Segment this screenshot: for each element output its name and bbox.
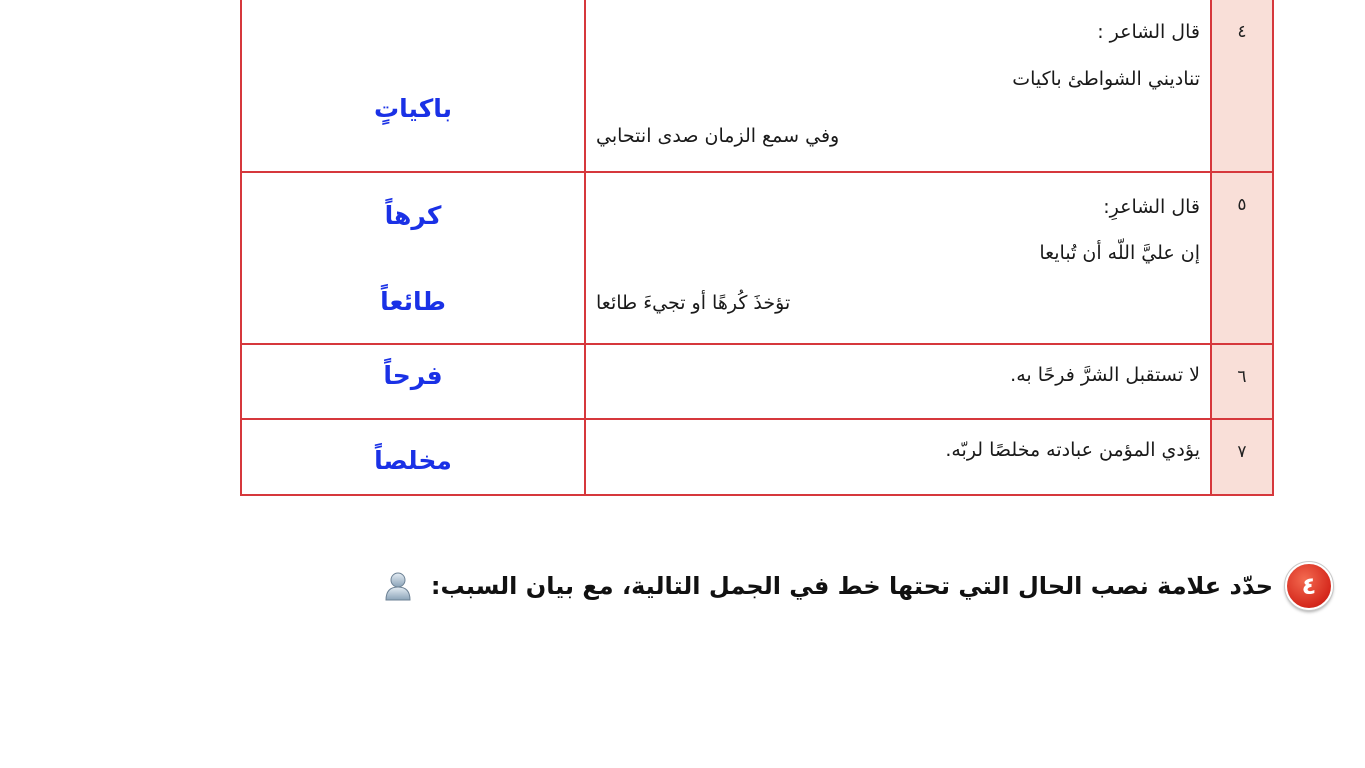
answer-cell [241, 344, 585, 419]
row-number: ٥ [1211, 172, 1273, 344]
sentence-line: وفي سمع الزمان صدى انتحابي [596, 125, 840, 147]
sentence-cell [585, 0, 1211, 172]
exercise-instruction: حدّد علامة نصب الحال التي تحتها خط في الجمل التالية، مع بيان السبب: [430, 572, 1273, 600]
table-row [241, 0, 1273, 172]
answer-cell [241, 419, 585, 495]
answer-table [240, 0, 1274, 496]
person-icon[interactable] [383, 570, 413, 602]
answer-word: كرهاً [384, 201, 442, 230]
table-row [241, 172, 1273, 344]
sentence-line: تناديني الشواطئ باكيات [1012, 68, 1200, 90]
sentence-cell [585, 344, 1211, 419]
exercise-number-badge: ٤ [1285, 562, 1333, 610]
sentence-line: يؤدي المؤمن عبادته مخلصًا لربّه. [945, 439, 1200, 461]
table-row [241, 344, 1273, 419]
sentence-line: إن عليَّ اللّه أن تُبايعا [1039, 242, 1200, 264]
sentence-line: لا تستقبل الشرَّ فرحًا به. [1010, 364, 1200, 386]
sentence-cell [585, 419, 1211, 495]
table-row [241, 419, 1273, 495]
answer-cell [241, 172, 585, 344]
sentence-cell [585, 172, 1211, 344]
answer-cell [241, 0, 585, 172]
sentence-line: تؤخذَ كُرهًا أو تجيءَ طائعا [596, 292, 791, 314]
answer-word: طائعاً [380, 287, 446, 316]
sentence-line: قال الشاعرِ: [1103, 196, 1200, 218]
answer-word: باكياتٍ [373, 94, 453, 123]
answer-word: فرحاً [383, 361, 443, 390]
row-number: ٧ [1211, 419, 1273, 495]
row-number: ٦ [1211, 344, 1273, 419]
exercise-heading [383, 562, 1333, 610]
row-number: ٤ [1211, 0, 1273, 172]
answer-word: مخلصاً [374, 446, 452, 475]
sentence-line: قال الشاعر : [1097, 21, 1200, 43]
